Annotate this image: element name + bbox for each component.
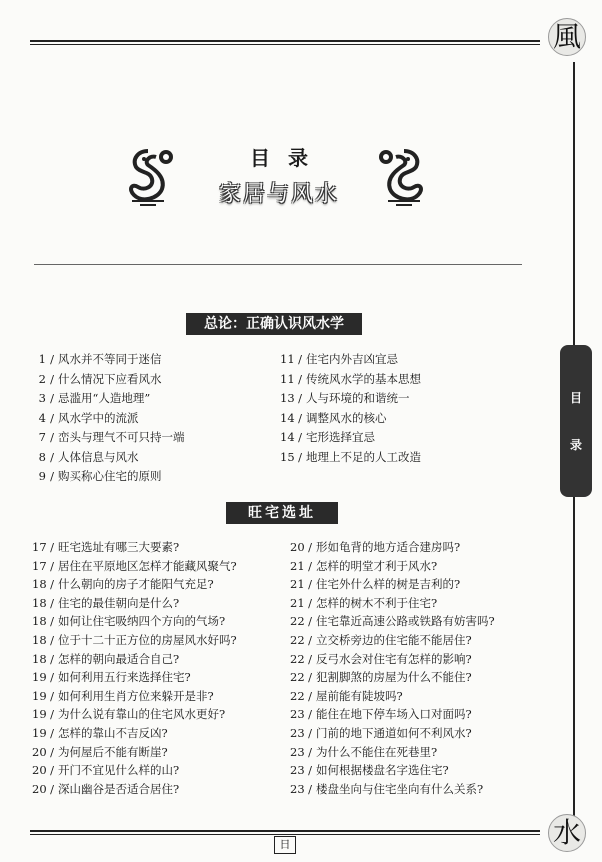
toc-section1-left — [32, 350, 185, 487]
top-rule — [30, 40, 540, 42]
toc-title-block — [208, 142, 350, 208]
title-divider — [34, 264, 522, 265]
toc-entry[interactable]: 20 / 开门不宜见什么样的山? — [32, 763, 180, 778]
toc-entry[interactable]: 23 / 楼盘坐向与住宅坐向有什么关系? — [290, 781, 484, 796]
toc-entry[interactable]: 17 / 居住在平原地区怎样才能藏风聚气? — [32, 558, 237, 573]
toc-entry[interactable]: 3 / 忌滥用“人造地理” — [38, 391, 151, 405]
toc-entry[interactable]: 21 / 怎样的树木不利于住宅? — [290, 595, 438, 610]
toc-section2-left — [32, 538, 237, 798]
toc-entry[interactable]: 4 / 风水学中的流派 — [38, 410, 139, 425]
toc-entry[interactable]: 23 / 为什么不能住在死巷里? — [290, 744, 438, 759]
toc-entry[interactable]: 19 / 如何利用五行来选择住宅? — [32, 670, 191, 685]
side-tab-char-1: 目 — [569, 391, 582, 405]
toc-entry[interactable]: 2 / 什么情况下应看风水 — [38, 371, 162, 386]
toc-entry[interactable]: 13 / 人与环境的和谐统一 — [280, 391, 410, 405]
corner-char-top: 風 — [548, 18, 586, 56]
page-number: 日 — [274, 836, 296, 854]
toc-entry[interactable]: 22 / 立交桥旁边的住宅能不能居住? — [290, 632, 472, 647]
dragon-ornament-right-icon — [374, 145, 434, 207]
toc-entry[interactable]: 20 / 形如龟背的地方适合建房吗? — [290, 540, 461, 554]
toc-entry[interactable]: 15 / 地理上不足的人工改造 — [280, 449, 421, 464]
toc-entry[interactable]: 17 / 旺宅选址有哪三大要素? — [32, 540, 180, 554]
toc-entry[interactable]: 18 / 怎样的朝向最适合自己? — [32, 651, 180, 666]
toc-entry[interactable]: 19 / 如何利用生肖方位来躲开是非? — [32, 688, 214, 703]
toc-entry[interactable]: 1 / 风水并不等同于迷信 — [38, 352, 162, 366]
toc-entry[interactable]: 8 / 人体信息与风水 — [38, 449, 139, 464]
toc-entry[interactable]: 18 / 如何让住宅吸纳四个方向的气场? — [32, 614, 226, 629]
side-tab-char-2: 录 — [569, 438, 582, 452]
book-title: 家居与风水 — [218, 182, 339, 207]
corner-char-bottom: 水 — [548, 814, 586, 852]
toc-entry[interactable]: 18 / 住宅的最佳朝向是什么? — [32, 595, 180, 610]
side-tab-toc — [560, 345, 592, 497]
section-heading-general: 总论：正确认识风水学 — [186, 313, 362, 335]
toc-entry[interactable]: 19 / 怎样的靠山不吉反凶? — [32, 725, 168, 740]
toc-entry[interactable]: 22 / 屋前能有陡坡吗? — [290, 688, 403, 703]
toc-entry[interactable]: 19 / 为什么说有靠山的住宅风水更好? — [32, 707, 226, 722]
toc-entry[interactable]: 20 / 为何屋后不能有断崖? — [32, 744, 168, 759]
toc-entry[interactable]: 23 / 门前的地下通道如何不利风水? — [290, 725, 472, 740]
bottom-rule-thin — [30, 834, 540, 835]
section-heading-site-selection: 旺宅选址 — [226, 502, 338, 524]
toc-section1-right — [280, 350, 421, 467]
toc-entry[interactable]: 22 / 犯割脚煞的房屋为什么不能住? — [290, 670, 472, 685]
toc-entry[interactable]: 21 / 住宅外什么样的树是吉利的? — [290, 577, 461, 592]
toc-entry[interactable]: 7 / 峦头与理气不可只持一端 — [38, 430, 185, 444]
toc-entry[interactable]: 9 / 购买称心住宅的原则 — [38, 469, 162, 483]
toc-entry[interactable]: 18 / 位于十二十正方位的房屋风水好吗? — [32, 632, 237, 647]
top-rule-thin — [30, 44, 540, 45]
toc-entry[interactable]: 11 / 传统风水学的基本思想 — [280, 371, 421, 386]
toc-entry[interactable]: 21 / 怎样的明堂才利于风水? — [290, 558, 438, 573]
toc-entry[interactable]: 14 / 宅形选择宜忌 — [280, 430, 375, 444]
toc-title: 目录 — [250, 146, 326, 170]
toc-entry[interactable]: 11 / 住宅内外吉凶宜忌 — [280, 352, 398, 366]
dragon-ornament-left-icon — [118, 145, 178, 207]
toc-entry[interactable]: 20 / 深山幽谷是否适合居住? — [32, 781, 180, 796]
toc-entry[interactable]: 23 / 能住在地下停车场入口对面吗? — [290, 707, 472, 722]
toc-section2-right — [290, 538, 495, 798]
toc-entry[interactable]: 23 / 如何根据楼盘名字选住宅? — [290, 763, 449, 778]
toc-entry[interactable]: 18 / 什么朝向的房子才能阳气充足? — [32, 577, 214, 592]
toc-entry[interactable]: 22 / 反弓水会对住宅有怎样的影响? — [290, 651, 472, 666]
toc-entry[interactable]: 22 / 住宅靠近高速公路或铁路有妨害吗? — [290, 614, 495, 629]
toc-entry[interactable]: 14 / 调整风水的核心 — [280, 410, 387, 425]
bottom-rule — [30, 830, 540, 832]
